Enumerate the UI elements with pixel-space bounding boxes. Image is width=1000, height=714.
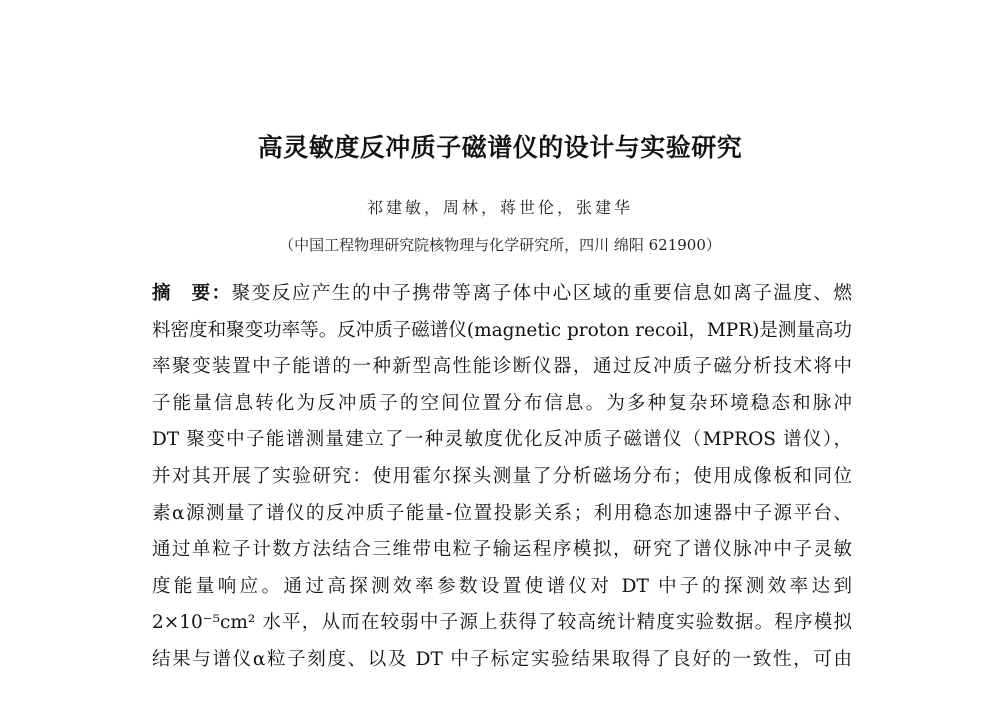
abstract-line: 结果与谱仪α粒子刻度、以及 DT 中子标定实验结果取得了良好的一致性，可由	[152, 648, 852, 670]
abstract-line: 通过单粒子计数方法结合三维带电粒子输运程序模拟，研究了谱仪脉冲中子灵敏	[152, 539, 852, 561]
author-list: 祁建敏，周林，蒋世伦，张建华	[366, 198, 633, 217]
abstract-line: 子能量信息转化为反冲质子的空间位置分布信息。为多种复杂环境稳态和脉冲	[152, 392, 852, 414]
abstract-line: 率聚变装置中子能谱的一种新型高性能诊断仪器，通过反冲质子磁分析技术将中	[152, 356, 852, 378]
abstract-line: 素α源测量了谱仪的反冲质子能量-位置投影关系；利用稳态加速器中子源平台、	[152, 502, 852, 524]
abstract-line-text: 聚变反应产生的中子携带等离子体中心区域的重要信息如离子温度、燃	[231, 283, 852, 304]
author-affiliation: （中国工程物理研究院核物理与化学研究所，四川 绵阳 621900）	[279, 236, 721, 254]
abstract-line	[152, 280, 852, 317]
abstract-line: 2×10⁻⁵cm² 水平，从而在较弱中子源上获得了较高统计精度实验数据。程序模拟	[152, 612, 852, 634]
abstract-section	[152, 280, 852, 683]
paper-title: 高灵敏度反冲质子磁谱仪的设计与实验研究	[257, 133, 743, 162]
abstract-label-part1: 摘	[152, 283, 173, 304]
abstract-line: 并对其开展了实验研究：使用霍尔探头测量了分析磁场分布；使用成像板和同位	[152, 465, 852, 487]
abstract-label	[152, 283, 232, 304]
abstract-line: 度能量响应。通过高探测效率参数设置使谱仪对 DT 中子的探测效率达到	[152, 575, 852, 597]
abstract-line: DT 聚变中子能谱测量建立了一种灵敏度优化反冲质子磁谱仪（MPROS 谱仪），	[152, 429, 852, 451]
abstract-label-part2: 要：	[190, 283, 232, 304]
abstract-line: 料密度和聚变功率等。反冲质子磁谱仪(magnetic proton recoil，MPR)是测量高功	[152, 319, 852, 341]
